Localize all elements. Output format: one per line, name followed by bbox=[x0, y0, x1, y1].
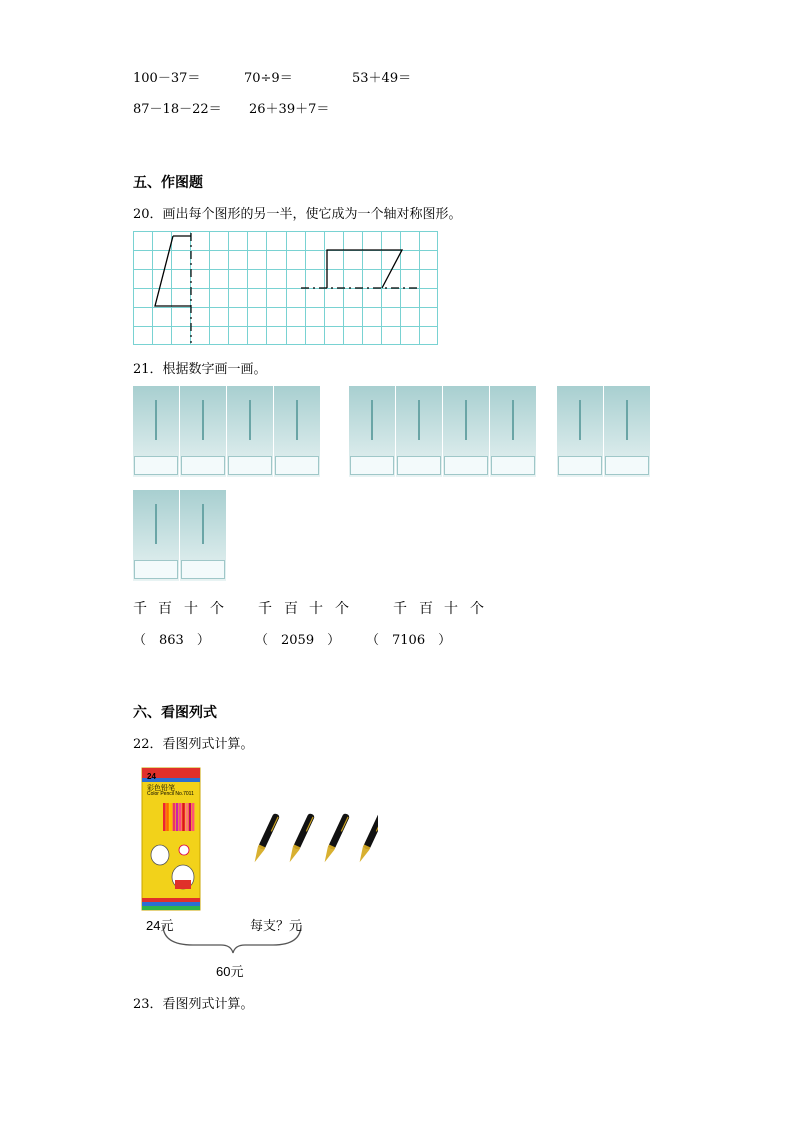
place-label: 十 bbox=[309, 601, 323, 617]
colored-pencil bbox=[189, 803, 192, 831]
box-subtitle-text: Color Pencil No.7011 bbox=[147, 791, 194, 797]
total-price-label: 60元 bbox=[216, 964, 244, 979]
pencil-pen-picture bbox=[133, 765, 378, 979]
place-label: 千 bbox=[133, 601, 147, 617]
fountain-pen-icon bbox=[286, 813, 315, 864]
box-brand-text: 24 bbox=[147, 772, 156, 781]
abacus-3-right bbox=[557, 386, 651, 477]
section-title-5: 五、作图题 bbox=[133, 175, 203, 191]
place-label: 千 bbox=[258, 601, 272, 617]
question-21: 21．根据数字画一画。 bbox=[133, 362, 267, 377]
calc-5: 26＋39＋7＝ bbox=[249, 102, 330, 117]
place-label: 个 bbox=[470, 601, 484, 617]
abacus-3-left bbox=[133, 490, 227, 581]
question-22: 22．看图列式计算。 bbox=[133, 737, 254, 752]
number-863: （ 863 ） bbox=[133, 633, 210, 648]
number-7106: （ 7106 ） bbox=[366, 633, 452, 648]
colored-pencil bbox=[185, 803, 188, 831]
symmetry-grid bbox=[133, 231, 438, 345]
box-title-text: 彩色铅笔 bbox=[147, 785, 175, 792]
place-label: 百 bbox=[419, 601, 433, 617]
half-trapezoid-shape bbox=[155, 236, 191, 306]
colored-pencil bbox=[176, 803, 179, 831]
place-label: 个 bbox=[335, 601, 349, 617]
calc-3: 53＋49＝ bbox=[352, 71, 412, 86]
fountain-pen-icon bbox=[251, 813, 280, 864]
fountain-pen-icon bbox=[321, 813, 350, 864]
colored-pencil bbox=[192, 803, 195, 831]
abacus-2 bbox=[349, 386, 537, 477]
calc-2: 70÷9＝ bbox=[244, 71, 293, 86]
place-label: 十 bbox=[444, 601, 458, 617]
fountain-pen-icon bbox=[356, 813, 378, 864]
colored-pencil bbox=[182, 803, 185, 831]
place-label: 十 bbox=[184, 601, 198, 617]
calc-4: 87－18－22＝ bbox=[133, 102, 222, 117]
colored-pencil bbox=[173, 803, 176, 831]
place-label: 百 bbox=[284, 601, 298, 617]
pen-price-label: 每支？元 bbox=[250, 918, 303, 933]
section-title-6: 六、看图列式 bbox=[133, 705, 217, 721]
place-label: 千 bbox=[393, 601, 407, 617]
pencil-price-label: 24元 bbox=[146, 918, 174, 933]
question-20: 20．画出每个图形的另一半，使它成为一个轴对称图形。 bbox=[133, 207, 462, 222]
number-2059: （ 2059 ） bbox=[255, 633, 341, 648]
colored-pencil bbox=[179, 803, 182, 831]
place-label: 个 bbox=[210, 601, 224, 617]
abacus-1 bbox=[133, 386, 321, 477]
colored-pencil bbox=[166, 803, 169, 831]
place-label: 百 bbox=[158, 601, 172, 617]
colored-pencil bbox=[169, 803, 172, 831]
colored-pencil bbox=[163, 803, 166, 831]
calc-1: 100－37＝ bbox=[133, 71, 201, 86]
question-23: 23．看图列式计算。 bbox=[133, 997, 254, 1012]
